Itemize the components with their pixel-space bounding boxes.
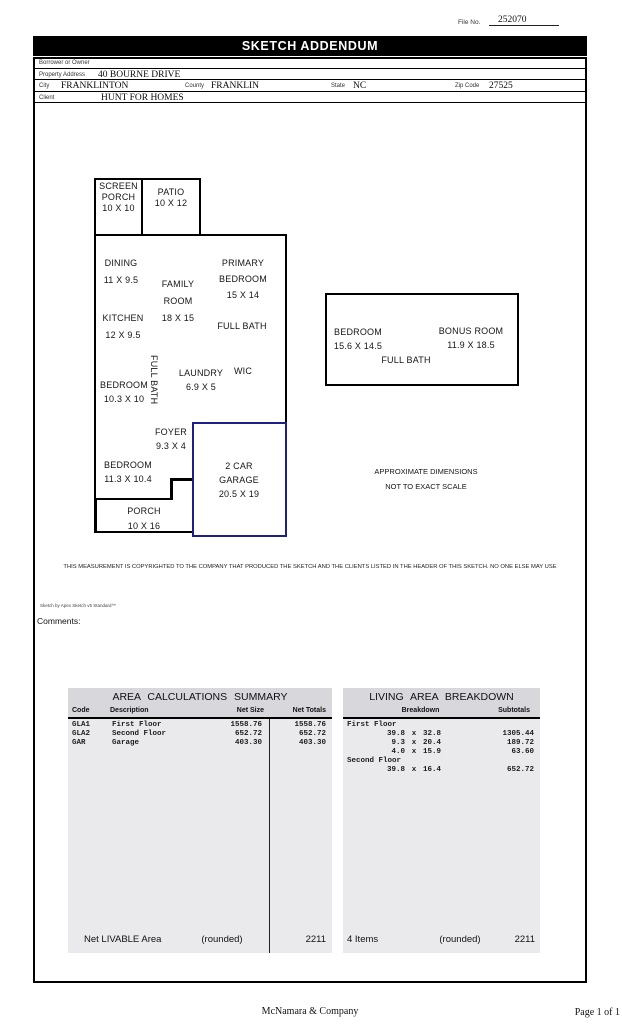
room-label-line: BEDROOM	[219, 274, 267, 284]
copyright-text: THIS MEASUREMENT IS COPYRIGHTED TO THE COMPANY THAT PRODUCED THE SKETCH AND THE CLIENTS LISTED IN THE HEADER OF THIS SKETCH. NO ONE ELSE MAY USE	[63, 564, 557, 570]
client-row	[35, 92, 585, 104]
client-value: HUNT FOR HOMES	[101, 92, 184, 103]
comments-label: Comments:	[37, 616, 81, 626]
dim-subtotal: 189.72	[506, 739, 534, 747]
porch-left-wall	[94, 498, 97, 533]
cell-description: First Floor	[112, 721, 162, 729]
room-label-line: 10 X 16	[127, 521, 161, 531]
room-porch	[109, 504, 179, 534]
col-net-totals: Net Totals	[292, 707, 326, 714]
col-breakdown: Breakdown	[401, 707, 440, 714]
room-dining	[91, 255, 151, 289]
dim-x: x	[411, 739, 417, 747]
room-full-bath-main	[207, 321, 277, 331]
room-label-line: BEDROOM	[100, 380, 148, 390]
state-label: State	[331, 83, 346, 89]
room-bonus-room	[426, 324, 516, 352]
borrower-label: Borrower or Owner	[39, 60, 90, 66]
room-patio	[141, 187, 201, 209]
cell-code: GLA2	[72, 730, 91, 738]
city-label: City	[39, 83, 50, 89]
room-foyer	[141, 425, 201, 453]
borrower-row	[35, 57, 585, 69]
city-value: FRANKLINTON	[61, 81, 129, 91]
client-label: Client	[39, 94, 55, 101]
breakdown-table-footer	[343, 934, 540, 946]
room-label-line: FULL BATH	[381, 355, 431, 365]
room-label-line: FAMILY	[161, 279, 195, 289]
room-laundry	[171, 366, 231, 394]
room-label-line: 12 X 9.5	[105, 330, 141, 340]
section-label: First Floor	[347, 721, 397, 729]
breakdown-dim-row	[343, 739, 540, 748]
property-address-value: 40 BOURNE DRIVE	[98, 69, 181, 80]
property-address-row	[35, 69, 585, 81]
table-row	[68, 730, 332, 739]
breakdown-section-row	[343, 719, 540, 730]
footer-company: McNamara & Company	[261, 1006, 359, 1017]
room-label-line: FULL BATH	[149, 355, 159, 405]
cell-net-size: 403.30	[234, 739, 262, 747]
room-label-line: PORCH	[127, 506, 161, 516]
area-calculations-table	[68, 688, 332, 955]
breakdown-section-row	[343, 757, 540, 766]
cell-description: Garage	[112, 739, 140, 747]
breakdown-dim-row	[343, 730, 540, 739]
dim-a: 39.8	[386, 766, 405, 774]
room-label-line: 18 X 15	[161, 313, 195, 323]
room-label-line: DINING	[104, 258, 138, 268]
dim-b: 32.8	[423, 730, 442, 738]
cell-code: GAR	[72, 739, 86, 747]
room-garage	[199, 459, 279, 501]
room-full-bath-2f	[371, 355, 441, 365]
room-bedroom-103	[89, 378, 159, 406]
room-label-line: WIC	[233, 366, 253, 376]
room-screen-porch	[94, 181, 143, 214]
dim-a: 9.3	[391, 739, 405, 747]
net-livable-total: 2211	[305, 933, 326, 945]
room-label-line: BEDROOM	[334, 327, 382, 337]
scale-note	[346, 464, 506, 494]
footer-page-number: Page 1 of 1	[574, 1007, 620, 1018]
dim-a: 4.0	[391, 748, 405, 756]
cell-net-total: 652.72	[298, 730, 326, 738]
room-label-line: 11 X 9.5	[103, 275, 139, 285]
room-primary-bedroom	[208, 255, 278, 303]
room-label-line: BONUS ROOM	[438, 326, 504, 336]
dim-x: x	[411, 748, 417, 756]
room-label-line: PATIO	[157, 187, 185, 197]
room-label-line: KITCHEN	[102, 313, 144, 323]
rounded-label: (rounded)	[439, 933, 481, 945]
zip-value: 27525	[489, 81, 513, 91]
room-label-line: ROOM	[163, 296, 193, 306]
scale-note-line: NOT TO EXACT SCALE	[385, 482, 467, 491]
breakdown-table-body	[343, 719, 540, 953]
col-subtotals: Subtotals	[498, 707, 530, 714]
room-label-line: 11.3 X 10.4	[104, 474, 152, 484]
dim-subtotal: 63.60	[511, 748, 534, 756]
breakdown-table-header	[343, 688, 540, 719]
room-label-line: 10.3 X 10	[103, 394, 145, 404]
room-label-line: LAUNDRY	[178, 368, 224, 378]
file-no-value: 252070	[489, 15, 559, 26]
sketch-by-text: Sketch by Apex Sketch v5 Standard™	[40, 603, 117, 608]
room-label-line: GARAGE	[219, 475, 259, 485]
dim-b: 15.9	[423, 748, 442, 756]
cell-net-total: 403.30	[298, 739, 326, 747]
scale-note-line: APPROXIMATE DIMENSIONS	[374, 467, 478, 476]
cell-code: GLA1	[72, 721, 91, 729]
dim-a: 39.8	[386, 730, 405, 738]
room-label-line: PRIMARY	[221, 258, 265, 268]
table-row	[68, 739, 332, 748]
room-label-line: PORCH	[101, 192, 136, 202]
dim-subtotal: 1305.44	[502, 730, 534, 738]
room-label-line: 11.9 X 18.5	[447, 340, 495, 350]
room-label-line: FULL BATH	[217, 321, 267, 331]
step-wall-vertical	[170, 478, 173, 500]
dim-b: 16.4	[423, 766, 442, 774]
cell-net-size: 1558.76	[230, 721, 262, 729]
room-label-line: 15.6 X 14.5	[333, 341, 383, 351]
area-table-header	[68, 688, 332, 719]
house-bottom-wall	[94, 498, 172, 501]
file-no-label: File No.	[458, 19, 481, 26]
col-net-size: Net Size	[236, 707, 264, 714]
room-label-line: SCREEN	[99, 181, 138, 191]
cell-net-size: 652.72	[234, 730, 262, 738]
room-label-line: FOYER	[154, 427, 187, 437]
living-breakdown-table	[343, 688, 540, 955]
room-label-line: BEDROOM	[104, 460, 152, 470]
col-description: Description	[110, 707, 149, 714]
rounded-label: (rounded)	[201, 933, 243, 945]
property-address-label: Property Address	[39, 71, 86, 78]
zip-label: Zip Code	[455, 83, 480, 89]
room-bedroom-2f	[318, 325, 398, 353]
room-bedroom-113	[88, 458, 168, 486]
page-title: SKETCH ADDENDUM	[33, 36, 587, 56]
area-table-footer	[68, 934, 332, 946]
room-label-line: 2 CAR	[225, 461, 253, 471]
dim-b: 20.4	[423, 739, 442, 747]
room-label-line: 6.9 X 5	[186, 382, 216, 392]
county-value: FRANKLIN	[211, 81, 260, 91]
dim-x: x	[411, 766, 417, 774]
room-label-line: 10 X 10	[102, 203, 135, 213]
room-label-line: 15 X 14	[226, 290, 260, 300]
section-label: Second Floor	[347, 757, 402, 765]
room-family	[148, 276, 208, 327]
dim-subtotal: 652.72	[506, 766, 534, 774]
net-totals-divider	[269, 719, 270, 953]
cell-description: Second Floor	[112, 730, 167, 738]
items-count-label: 4 Items	[347, 933, 379, 945]
breakdown-dim-row	[343, 766, 540, 775]
breakdown-total: 2211	[514, 933, 535, 945]
county-label: County	[185, 83, 205, 89]
area-table-body	[68, 719, 332, 953]
city-county-state-zip-row	[35, 80, 585, 92]
net-livable-label: Net LIVABLE Area	[84, 933, 162, 945]
room-wic	[223, 366, 263, 376]
room-label-line: 20.5 X 19	[218, 489, 260, 499]
room-label-line: 9.3 X 4	[156, 441, 186, 451]
room-label-line: 10 X 12	[154, 198, 188, 208]
area-table-title: AREA CALCULATIONS SUMMARY	[112, 691, 288, 703]
col-code: Code	[72, 707, 90, 714]
step-wall-horizontal	[170, 478, 193, 481]
breakdown-dim-row	[343, 748, 540, 757]
table-row	[68, 719, 332, 730]
dim-x: x	[411, 730, 417, 738]
breakdown-table-title: LIVING AREA BREAKDOWN	[369, 691, 514, 703]
room-kitchen	[93, 310, 153, 344]
state-value: NC	[353, 81, 367, 91]
cell-net-total: 1558.76	[294, 721, 326, 729]
